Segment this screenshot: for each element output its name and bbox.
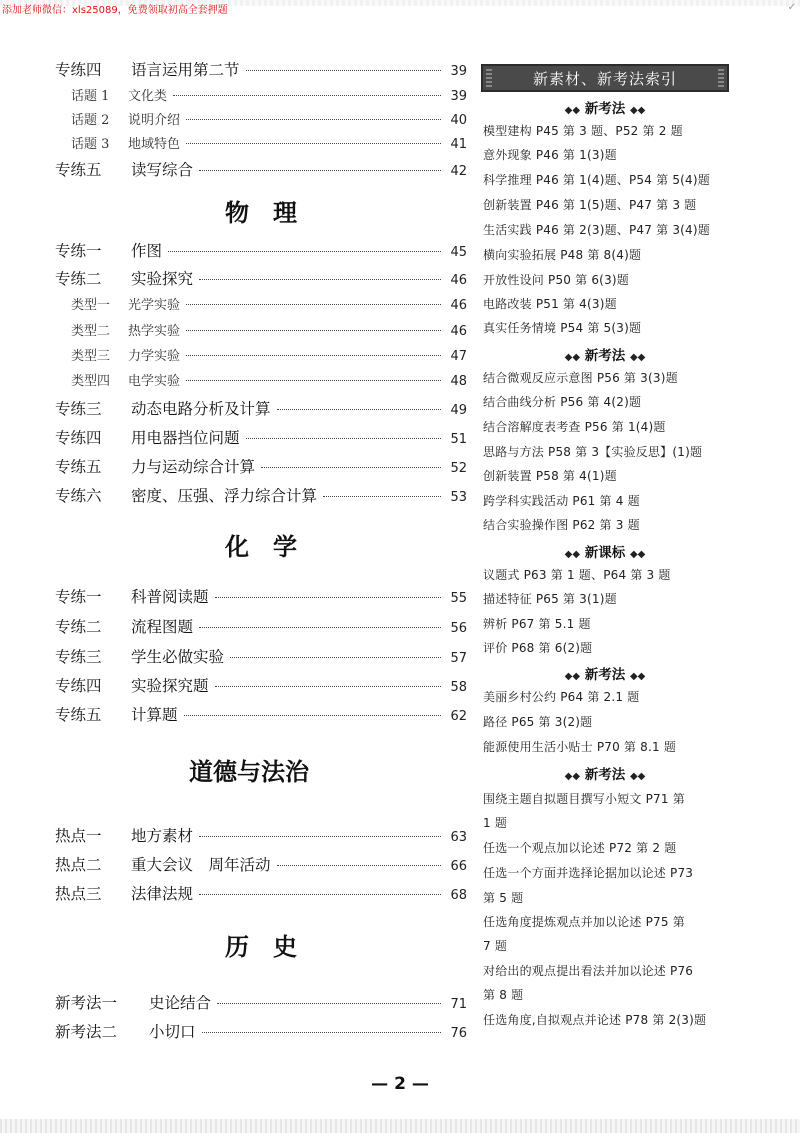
toc-entry-label: 专练一 [55,242,102,260]
toc-entry[interactable] [55,158,467,180]
toc-entry-title: 热学实验 [128,324,181,339]
index-item: 跨学科实践活动 P61 第 4 题 [483,494,640,508]
leader-dots [246,70,441,71]
leader-dots [186,119,441,120]
toc-entry-title: 动态电路分析及计算 [131,400,271,418]
toc-entry-page: 47 [450,349,467,364]
toc-entry-title: 说明介绍 [128,113,181,128]
toc-entry-title: 密度、压强、浮力综合计算 [131,487,318,505]
toc-subentry[interactable] [71,294,467,313]
diamond-icon: ◆◆ [629,352,646,363]
index-item: 模型建构 P45 第 3 题、P52 第 2 题 [483,124,683,138]
toc-entry-label: 热点二 [55,856,102,874]
toc-entry-title: 用电器挡位问题 [131,429,240,447]
toc-subentry[interactable] [71,85,467,104]
toc-entry-title: 光学实验 [128,298,181,313]
toc-entry-page: 51 [450,432,467,447]
diamond-icon: ◆◆ [629,549,646,560]
index-item: 任选角度,自拟观点并论述 P78 第 2(3)题 [483,1013,707,1027]
toc-entry-page: 63 [450,830,467,845]
toc-entry-title: 实验探究题 [131,677,209,695]
toc-entry[interactable] [55,455,467,477]
toc-entry-page: 76 [450,1026,467,1041]
leader-dots [186,304,441,305]
index-item: 横向实验拓展 P48 第 8(4)题 [483,248,642,262]
index-item: 结合微观反应示意图 P56 第 3(3)题 [483,371,678,385]
toc-entry-page: 39 [450,64,467,79]
leader-dots [246,438,441,439]
leader-dots [186,143,441,144]
diamond-icon: ◆◆ [629,671,646,682]
toc-subentry[interactable] [71,320,467,339]
toc-entry-label: 专练三 [55,400,102,418]
index-item: 对给出的观点提出看法并加以论述 P76 [483,964,694,978]
index-item: 任选一个观点加以论述 P72 第 2 题 [483,841,677,855]
index-item: 第 5 题 [483,891,524,905]
toc-entry[interactable] [55,1020,467,1042]
toc-subentry[interactable] [71,370,467,389]
toc-entry-label: 专练三 [55,648,102,666]
leader-dots [261,467,441,468]
index-banner [481,64,729,92]
index-header [481,541,729,561]
leader-dots [199,627,441,628]
index-item: 路径 P65 第 3(2)题 [483,715,593,729]
diamond-icon: ◆◆ [564,549,581,560]
index-item: 任选角度提炼观点并加以论述 P75 第 [483,915,685,929]
index-header-label: 新考法 [584,767,626,783]
toc-entry-title: 作图 [131,242,163,260]
toc-entry-title: 地方素材 [131,827,194,845]
toc-column [55,0,467,1133]
diamond-icon: ◆◆ [564,352,581,363]
index-item: 生活实践 P46 第 2(3)题、P47 第 3(4)题 [483,223,710,237]
leader-dots [323,496,441,497]
index-header-label: 新课标 [584,545,626,561]
toc-entry[interactable] [55,645,467,667]
toc-entry-title: 读写综合 [131,161,194,179]
toc-entry[interactable] [55,703,467,725]
toc-entry-page: 39 [450,89,467,104]
index-header-label: 新考法 [584,348,626,364]
toc-entry-label: 类型二 [71,324,111,339]
index-item: 结合曲线分析 P56 第 4(2)题 [483,395,642,409]
toc-entry-page: 68 [450,888,467,903]
toc-entry[interactable] [55,674,467,696]
leader-dots [168,251,441,252]
toc-entry[interactable] [55,239,467,261]
toc-entry-title: 实验探究 [131,270,194,288]
toc-entry-label: 热点一 [55,827,102,845]
leader-dots [199,170,441,171]
toc-entry[interactable] [55,853,467,875]
toc-entry[interactable] [55,426,467,448]
toc-entry-page: 56 [450,621,467,636]
toc-entry-title: 流程图题 [131,618,194,636]
leader-dots [202,1032,441,1033]
toc-entry-title: 小切口 [149,1023,196,1041]
index-item: 科学推理 P46 第 1(4)题、P54 第 5(4)题 [483,173,710,187]
toc-entry-page: 46 [450,273,467,288]
toc-entry-label: 专练二 [55,270,102,288]
toc-entry[interactable] [55,397,467,419]
index-banner-title: 新素材、新考法索引 [532,69,677,88]
index-header [481,763,729,783]
index-item: 7 题 [483,939,508,953]
index-header [481,97,729,117]
toc-entry-label: 专练一 [55,588,102,606]
leader-dots [186,380,441,381]
index-item: 电路改装 P51 第 4(3)题 [483,297,617,311]
diamond-icon: ◆◆ [629,771,646,782]
corner-mark: ✓ [787,2,796,13]
toc-entry-page: 46 [450,324,467,339]
section-title-morality: 道德与法治 [189,757,309,786]
toc-entry-page: 57 [450,651,467,666]
toc-entry-label: 专练六 [55,487,102,505]
toc-entry-title: 法律法规 [131,885,194,903]
leader-dots [215,686,441,687]
index-item: 议题式 P63 第 1 题、P64 第 3 题 [483,568,671,582]
index-item: 评价 P68 第 6(2)题 [483,641,593,655]
toc-entry-title: 计算题 [131,706,178,724]
toc-subentry[interactable] [71,345,467,364]
diamond-icon: ◆◆ [629,105,646,116]
toc-entry[interactable] [55,267,467,289]
diamond-icon: ◆◆ [564,671,581,682]
index-item: 描述特征 P65 第 3(1)题 [483,592,617,606]
toc-entry-label: 热点三 [55,885,102,903]
index-item: 1 题 [483,816,508,830]
watermark-text: 添加老师微信：xls25089，免费领取初高全套押题 [2,5,228,16]
leader-dots [217,1003,441,1004]
toc-entry-label: 话题 2 [71,113,110,128]
toc-entry-label: 专练四 [55,677,102,695]
scan-edge-bottom [0,1119,800,1133]
toc-entry[interactable] [55,824,467,846]
toc-entry[interactable] [55,585,467,607]
leader-dots [173,95,441,96]
toc-entry-label: 类型四 [71,374,111,389]
leader-dots [215,597,441,598]
leader-dots [199,836,441,837]
toc-entry-title: 重大会议 周年活动 [131,856,271,874]
section-title-history: 历 史 [225,932,297,961]
index-item: 意外现象 P46 第 1(3)题 [483,148,617,162]
index-item: 开放性设问 P50 第 6(3)题 [483,273,629,287]
leader-dots [186,330,441,331]
index-item: 美丽乡村公约 P64 第 2.1 题 [483,690,640,704]
toc-entry-title: 力学实验 [128,349,181,364]
toc-entry-label: 新考法二 [55,1023,118,1041]
toc-subentry[interactable] [71,109,467,128]
toc-entry-title: 史论结合 [149,994,212,1012]
leader-dots [186,355,441,356]
toc-entry-page: 66 [450,859,467,874]
toc-entry[interactable] [55,484,467,506]
toc-entry-title: 语言运用第二节 [131,61,240,79]
toc-entry-page: 48 [450,374,467,389]
toc-entry-page: 45 [450,245,467,260]
index-item: 能源使用生活小贴士 P70 第 8.1 题 [483,740,677,754]
toc-entry-title: 文化类 [128,89,168,104]
index-header-label: 新考法 [584,101,626,117]
toc-entry-page: 52 [450,461,467,476]
index-item: 创新装置 P46 第 1(5)题、P47 第 3 题 [483,198,697,212]
toc-entry-label: 新考法一 [55,994,118,1012]
leader-dots [199,894,441,895]
section-title-chemistry: 化 学 [225,532,297,561]
index-item: 第 8 题 [483,988,524,1002]
leader-dots [184,715,441,716]
toc-entry-label: 类型三 [71,349,111,364]
index-header [481,344,729,364]
index-item: 任选一个方面并选择论据加以论述 P73 [483,866,694,880]
toc-entry-page: 40 [450,113,467,128]
toc-entry-label: 话题 1 [71,89,110,104]
toc-entry-page: 58 [450,680,467,695]
toc-entry-title: 科普阅读题 [131,588,209,606]
toc-entry[interactable] [55,882,467,904]
toc-entry-label: 专练四 [55,429,102,447]
toc-entry[interactable] [55,615,467,637]
index-item: 结合实验操作图 P62 第 3 题 [483,518,640,532]
index-item: 思路与方法 P58 第 3【实验反思】(1)题 [483,445,703,459]
toc-entry-page: 49 [450,403,467,418]
toc-entry[interactable] [55,991,467,1013]
toc-entry-label: 专练五 [55,706,102,724]
diamond-icon: ◆◆ [564,771,581,782]
index-item: 真实任务情境 P54 第 5(3)题 [483,321,642,335]
toc-entry-label: 专练五 [55,161,102,179]
toc-entry-label: 专练二 [55,618,102,636]
index-header [481,663,729,683]
index-item: 结合溶解度表考查 P56 第 1(4)题 [483,420,666,434]
index-item: 围绕主题自拟题目撰写小短文 P71 第 [483,792,685,806]
toc-entry-title: 电学实验 [128,374,181,389]
toc-entry-page: 46 [450,298,467,313]
index-column [481,0,741,1133]
leader-dots [199,279,441,280]
toc-entry-page: 71 [450,997,467,1012]
diamond-icon: ◆◆ [564,105,581,116]
toc-entry-title: 学生必做实验 [131,648,225,666]
toc-entry-title: 地域特色 [128,137,181,152]
leader-dots [277,865,441,866]
toc-subentry[interactable] [71,133,467,152]
toc-entry-label: 类型一 [71,298,111,313]
toc-entry-label: 专练四 [55,61,102,79]
page-number: — 2 — [371,1074,429,1094]
leader-dots [230,657,441,658]
section-title-physics: 物 理 [225,198,297,227]
index-item: 创新装置 P58 第 4(1)题 [483,469,617,483]
toc-entry-title: 力与运动综合计算 [131,458,256,476]
toc-entry-page: 53 [450,490,467,505]
toc-entry-page: 41 [450,137,467,152]
index-item: 辨析 P67 第 5.1 题 [483,617,591,631]
toc-entry-label: 话题 3 [71,137,110,152]
toc-entry-label: 专练五 [55,458,102,476]
toc-entry[interactable] [55,58,467,80]
toc-entry-page: 42 [450,164,467,179]
index-header-label: 新考法 [584,667,626,683]
toc-entry-page: 55 [450,591,467,606]
toc-entry-page: 62 [450,709,467,724]
leader-dots [277,409,441,410]
